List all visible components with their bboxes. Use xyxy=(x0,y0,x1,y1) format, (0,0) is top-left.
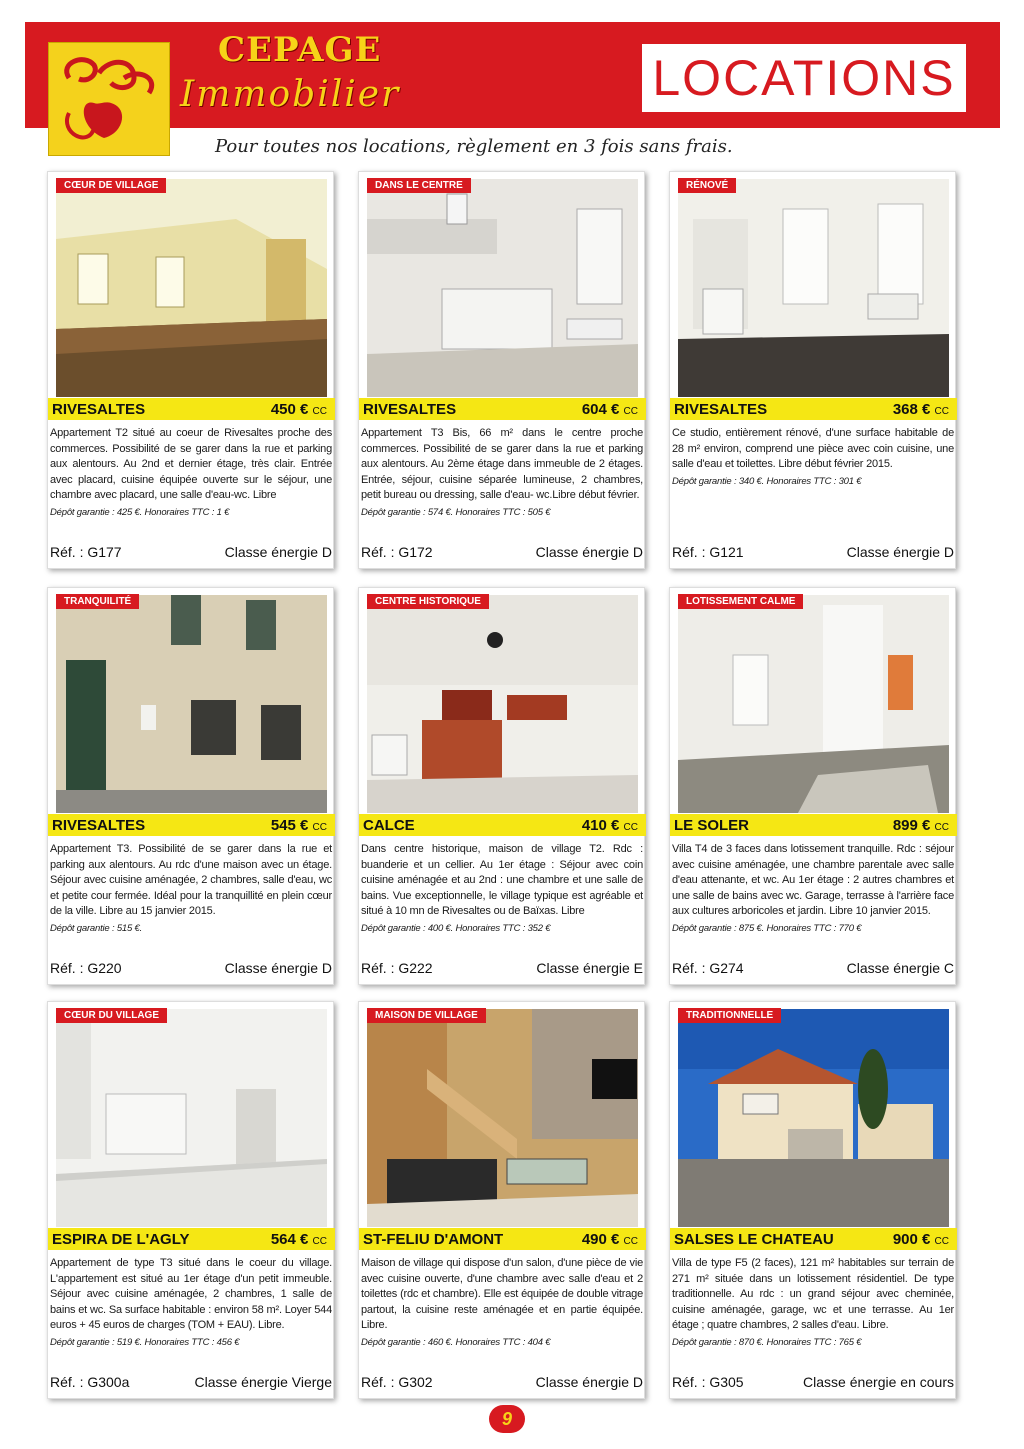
listing-card[interactable] xyxy=(358,587,645,985)
listing-price xyxy=(271,401,327,418)
description-text: Maison de village qui dispose d'un salon, d'une pièce de vie avec cuisine ouverte, d'une chambre avec salle d'eau et 2 toilettes (rdc et chambre). Elle est équipée de double vitrage partout, la cuisine reste aménagée et en partie équipée. Libre. xyxy=(361,1257,643,1331)
listing-price xyxy=(582,1231,638,1248)
listing-photo xyxy=(56,595,327,813)
price-cc: CC xyxy=(312,1235,327,1247)
listing-description xyxy=(361,426,643,520)
listing-ref: Réf. : G305 xyxy=(672,1374,744,1390)
listing-footer xyxy=(672,544,954,560)
listing-titlebar xyxy=(359,1228,646,1250)
price-unit: € xyxy=(611,816,620,834)
description-text: Appartement de type T3 situé dans le coeur du village. L'appartement est situé au 1er étage d'un petit immeuble. Séjour avec cuisine aménagée, 2 chambres, 1 salle de bains et wc. Sa surface habitable : environ 58 m². Loyer 544 euros + 45 euros de charges (TOM + EAU). Libre. xyxy=(50,1257,332,1331)
price-cc: CC xyxy=(312,821,327,833)
listing-badge: DANS LE CENTRE xyxy=(367,178,471,193)
listing-price xyxy=(893,817,949,834)
listing-footer xyxy=(361,1374,643,1390)
listing-photo xyxy=(367,595,638,813)
description-text: Villa T4 de 3 faces dans lotissement tranquille. Rdc : séjour avec cuisine aménagée, une chambre parentale avec salle d'eau attenante, et wc. Au 1er étage : 2 autres chambres et une salle de bains avec wc. Garage, terrasse à l'arrière face aux cultures arboricoles et jardin. Libre 10 janvier 2015. xyxy=(672,843,954,917)
listing-price xyxy=(582,401,638,418)
energy-class: Classe énergie D xyxy=(224,544,332,560)
price-unit: € xyxy=(922,400,931,418)
listing-footer xyxy=(50,960,332,976)
price-value: 604 xyxy=(581,400,607,418)
listing-badge: MAISON DE VILLAGE xyxy=(367,1008,486,1023)
listing-photo xyxy=(678,179,949,397)
energy-class: Classe énergie E xyxy=(536,960,643,976)
listing-footer xyxy=(361,544,643,560)
listing-badge: RÉNOVÉ xyxy=(678,178,736,193)
listing-city: ESPIRA DE L'AGLY xyxy=(52,1230,190,1248)
listing-price xyxy=(582,817,638,834)
listing-price xyxy=(271,1231,327,1248)
energy-class: Classe énergie Vierge xyxy=(194,1374,332,1390)
listing-ref: Réf. : G177 xyxy=(50,544,122,560)
interior-photo xyxy=(678,179,949,397)
listing-titlebar xyxy=(670,814,957,836)
listing-ref: Réf. : G172 xyxy=(361,544,433,560)
price-cc: CC xyxy=(623,1235,638,1247)
listing-ref: Réf. : G300a xyxy=(50,1374,130,1390)
listing-titlebar xyxy=(670,398,957,420)
energy-class: Classe énergie D xyxy=(846,544,954,560)
listing-photo xyxy=(367,179,638,397)
listing-city: RIVESALTES xyxy=(674,400,768,418)
interior-photo xyxy=(56,179,327,397)
listing-card[interactable] xyxy=(669,1001,956,1399)
listing-titlebar xyxy=(359,814,646,836)
description-text: Dans centre historique, maison de village T2. Rdc : buanderie et un cellier. Au 1er étage : Séjour avec coin cuisine aménagée et au 2nd : une chambre et une salle de bains. Vue exceptionnelle, le village typique est agréable et situé à 10 mn de Rivesaltes ou de Baïxas. Libre xyxy=(361,843,643,917)
price-value: 410 xyxy=(581,816,607,834)
interior-photo xyxy=(367,1009,638,1227)
listing-description xyxy=(672,842,954,936)
description-text: Villa de type F5 (2 faces), 121 m² habitables sur terrain de 271 m² située dans un lotissement résidentiel. De type traditionnelle. Au rdc : un grand séjour avec cheminée, cuisine aménagée, garage, wc et une terrasse. Au 1er étage ; quatre chambres, 2 salles d'eau. Libre. xyxy=(672,1257,954,1331)
price-value: 899 xyxy=(892,816,918,834)
listing-deposit: Dépôt garantie : 875 €. Honoraires TTC : 770 € xyxy=(672,922,862,934)
listing-card[interactable] xyxy=(47,587,334,985)
interior-photo xyxy=(56,1009,327,1227)
listing-footer xyxy=(672,960,954,976)
price-cc: CC xyxy=(934,821,949,833)
listing-price xyxy=(271,817,327,834)
price-unit: € xyxy=(611,1230,620,1248)
price-cc: CC xyxy=(312,405,327,417)
listing-photo xyxy=(56,179,327,397)
listing-price xyxy=(893,1231,949,1248)
energy-class: Classe énergie D xyxy=(535,1374,643,1390)
listing-badge: LOTISSEMENT CALME xyxy=(678,594,803,609)
energy-class: Classe énergie D xyxy=(535,544,643,560)
listing-city: ST-FELIU D'AMONT xyxy=(363,1230,504,1248)
listing-description xyxy=(50,842,332,936)
listing-photo xyxy=(678,1009,949,1227)
price-value: 564 xyxy=(270,1230,296,1248)
listing-ref: Réf. : G274 xyxy=(672,960,744,976)
energy-class: Classe énergie C xyxy=(846,960,954,976)
price-value: 490 xyxy=(581,1230,607,1248)
listing-card[interactable] xyxy=(47,171,334,569)
listing-deposit: Dépôt garantie : 515 €. xyxy=(50,922,143,934)
listing-titlebar xyxy=(48,398,335,420)
description-text: Appartement T3. Possibilité de se garer dans la rue et parking aux alentours. Au rdc d'une maison avec un étage. Séjour avec cuisine aménagée, 2 chambres, salle d'eau, wc et petite cour fermée. Idéal pour la tranquillité en plein cœur de la ville. Libre au 15 janvier 2015. xyxy=(50,843,332,917)
price-unit: € xyxy=(922,816,931,834)
listing-deposit: Dépôt garantie : 870 €. Honoraires TTC : 765 € xyxy=(672,1336,862,1348)
description-text: Appartement T2 situé au coeur de Rivesaltes proche des commerces. Possibilité de se garer dans la rue et parking aux alentours. Au 2nd et dernier étage, très clair. Entrée avec placard, cuisine équipée ouverte sur le séjour, une chambre avec placard, une salle d'eau-wc. Libre xyxy=(50,427,332,501)
listing-description xyxy=(361,842,643,936)
listing-footer xyxy=(361,960,643,976)
price-unit: € xyxy=(611,400,620,418)
listing-photo xyxy=(367,1009,638,1227)
brand-name-line1: CEPAGE xyxy=(218,30,382,70)
listing-deposit: Dépôt garantie : 460 €. Honoraires TTC : 404 € xyxy=(361,1336,551,1348)
section-title-box xyxy=(639,41,969,115)
listing-photo xyxy=(56,1009,327,1227)
page-number: 9 xyxy=(489,1405,525,1433)
interior-photo xyxy=(367,179,638,397)
listing-titlebar xyxy=(48,1228,335,1250)
price-cc: CC xyxy=(623,405,638,417)
description-text: Appartement T3 Bis, 66 m² dans le centre proche commerces. Possibilité de se garer dans la rue et parking aux alentours. Au 2ème étage dans immeuble de 2 étages. Entrée, séjour, cuisine séparée lumineuse, 2 chambres, petit bureau ou dressing, salle d'eau- wc.Libre début février. xyxy=(361,427,643,501)
price-value: 450 xyxy=(270,400,296,418)
listing-description xyxy=(361,1256,643,1350)
price-unit: € xyxy=(922,1230,931,1248)
listing-photo xyxy=(678,595,949,813)
listing-footer xyxy=(672,1374,954,1390)
price-value: 368 xyxy=(892,400,918,418)
listing-footer xyxy=(50,1374,332,1390)
listing-card[interactable] xyxy=(669,587,956,985)
listing-price xyxy=(893,401,949,418)
listing-card[interactable] xyxy=(669,171,956,569)
listing-city: RIVESALTES xyxy=(52,400,146,418)
section-title: LOCATIONS xyxy=(652,50,956,106)
energy-class: Classe énergie en cours xyxy=(803,1374,954,1390)
price-unit: € xyxy=(300,400,309,418)
listing-deposit: Dépôt garantie : 574 €. Honoraires TTC : 505 € xyxy=(361,506,551,518)
price-cc: CC xyxy=(934,1235,949,1247)
listing-deposit: Dépôt garantie : 340 €. Honoraires TTC : 301 € xyxy=(672,475,862,487)
price-unit: € xyxy=(300,816,309,834)
listing-city: SALSES LE CHATEAU xyxy=(674,1230,834,1248)
listing-badge: TRADITIONNELLE xyxy=(678,1008,781,1023)
listing-deposit: Dépôt garantie : 400 €. Honoraires TTC : 352 € xyxy=(361,922,551,934)
price-cc: CC xyxy=(934,405,949,417)
listing-titlebar xyxy=(670,1228,957,1250)
brand-name-line2: Immobilier xyxy=(180,74,401,115)
listing-badge: CENTRE HISTORIQUE xyxy=(367,594,489,609)
price-unit: € xyxy=(300,1230,309,1248)
price-value: 900 xyxy=(892,1230,918,1248)
company-logo xyxy=(48,42,170,156)
listing-city: RIVESALTES xyxy=(363,400,457,418)
listing-deposit: Dépôt garantie : 425 €. Honoraires TTC : 1 € xyxy=(50,506,230,518)
listing-city: LE SOLER xyxy=(674,816,750,834)
listing-titlebar xyxy=(359,398,646,420)
interior-photo xyxy=(678,595,949,813)
listing-city: RIVESALTES xyxy=(52,816,146,834)
payment-tagline: Pour toutes nos locations, règlement en 3 fois sans frais. xyxy=(215,136,733,157)
listing-ref: Réf. : G222 xyxy=(361,960,433,976)
listing-ref: Réf. : G220 xyxy=(50,960,122,976)
listing-description xyxy=(672,426,954,489)
price-cc: CC xyxy=(623,821,638,833)
listing-description xyxy=(50,426,332,520)
listing-deposit: Dépôt garantie : 519 €. Honoraires TTC : 456 € xyxy=(50,1336,240,1348)
interior-photo xyxy=(367,595,638,813)
listing-card[interactable] xyxy=(47,1001,334,1399)
listing-description xyxy=(672,1256,954,1350)
listing-ref: Réf. : G302 xyxy=(361,1374,433,1390)
listing-badge: TRANQUILITÉ xyxy=(56,594,139,609)
listing-badge: CŒUR DE VILLAGE xyxy=(56,178,166,193)
listing-titlebar xyxy=(48,814,335,836)
listing-city: CALCE xyxy=(363,816,415,834)
listing-card[interactable] xyxy=(358,171,645,569)
listing-description xyxy=(50,1256,332,1350)
exterior-photo xyxy=(56,595,327,813)
description-text: Ce studio, entièrement rénové, d'une surface habitable de 28 m² environ, comprend une pièce avec coin cuisine, une salle d'eau et toilettes. Libre début février 2015. xyxy=(672,427,954,470)
listing-card[interactable] xyxy=(358,1001,645,1399)
listing-badge: CŒUR DU VILLAGE xyxy=(56,1008,167,1023)
energy-class: Classe énergie D xyxy=(224,960,332,976)
listing-footer xyxy=(50,544,332,560)
price-value: 545 xyxy=(270,816,296,834)
listing-ref: Réf. : G121 xyxy=(672,544,744,560)
logo-emblem-icon xyxy=(49,43,171,157)
exterior-photo xyxy=(678,1009,949,1227)
